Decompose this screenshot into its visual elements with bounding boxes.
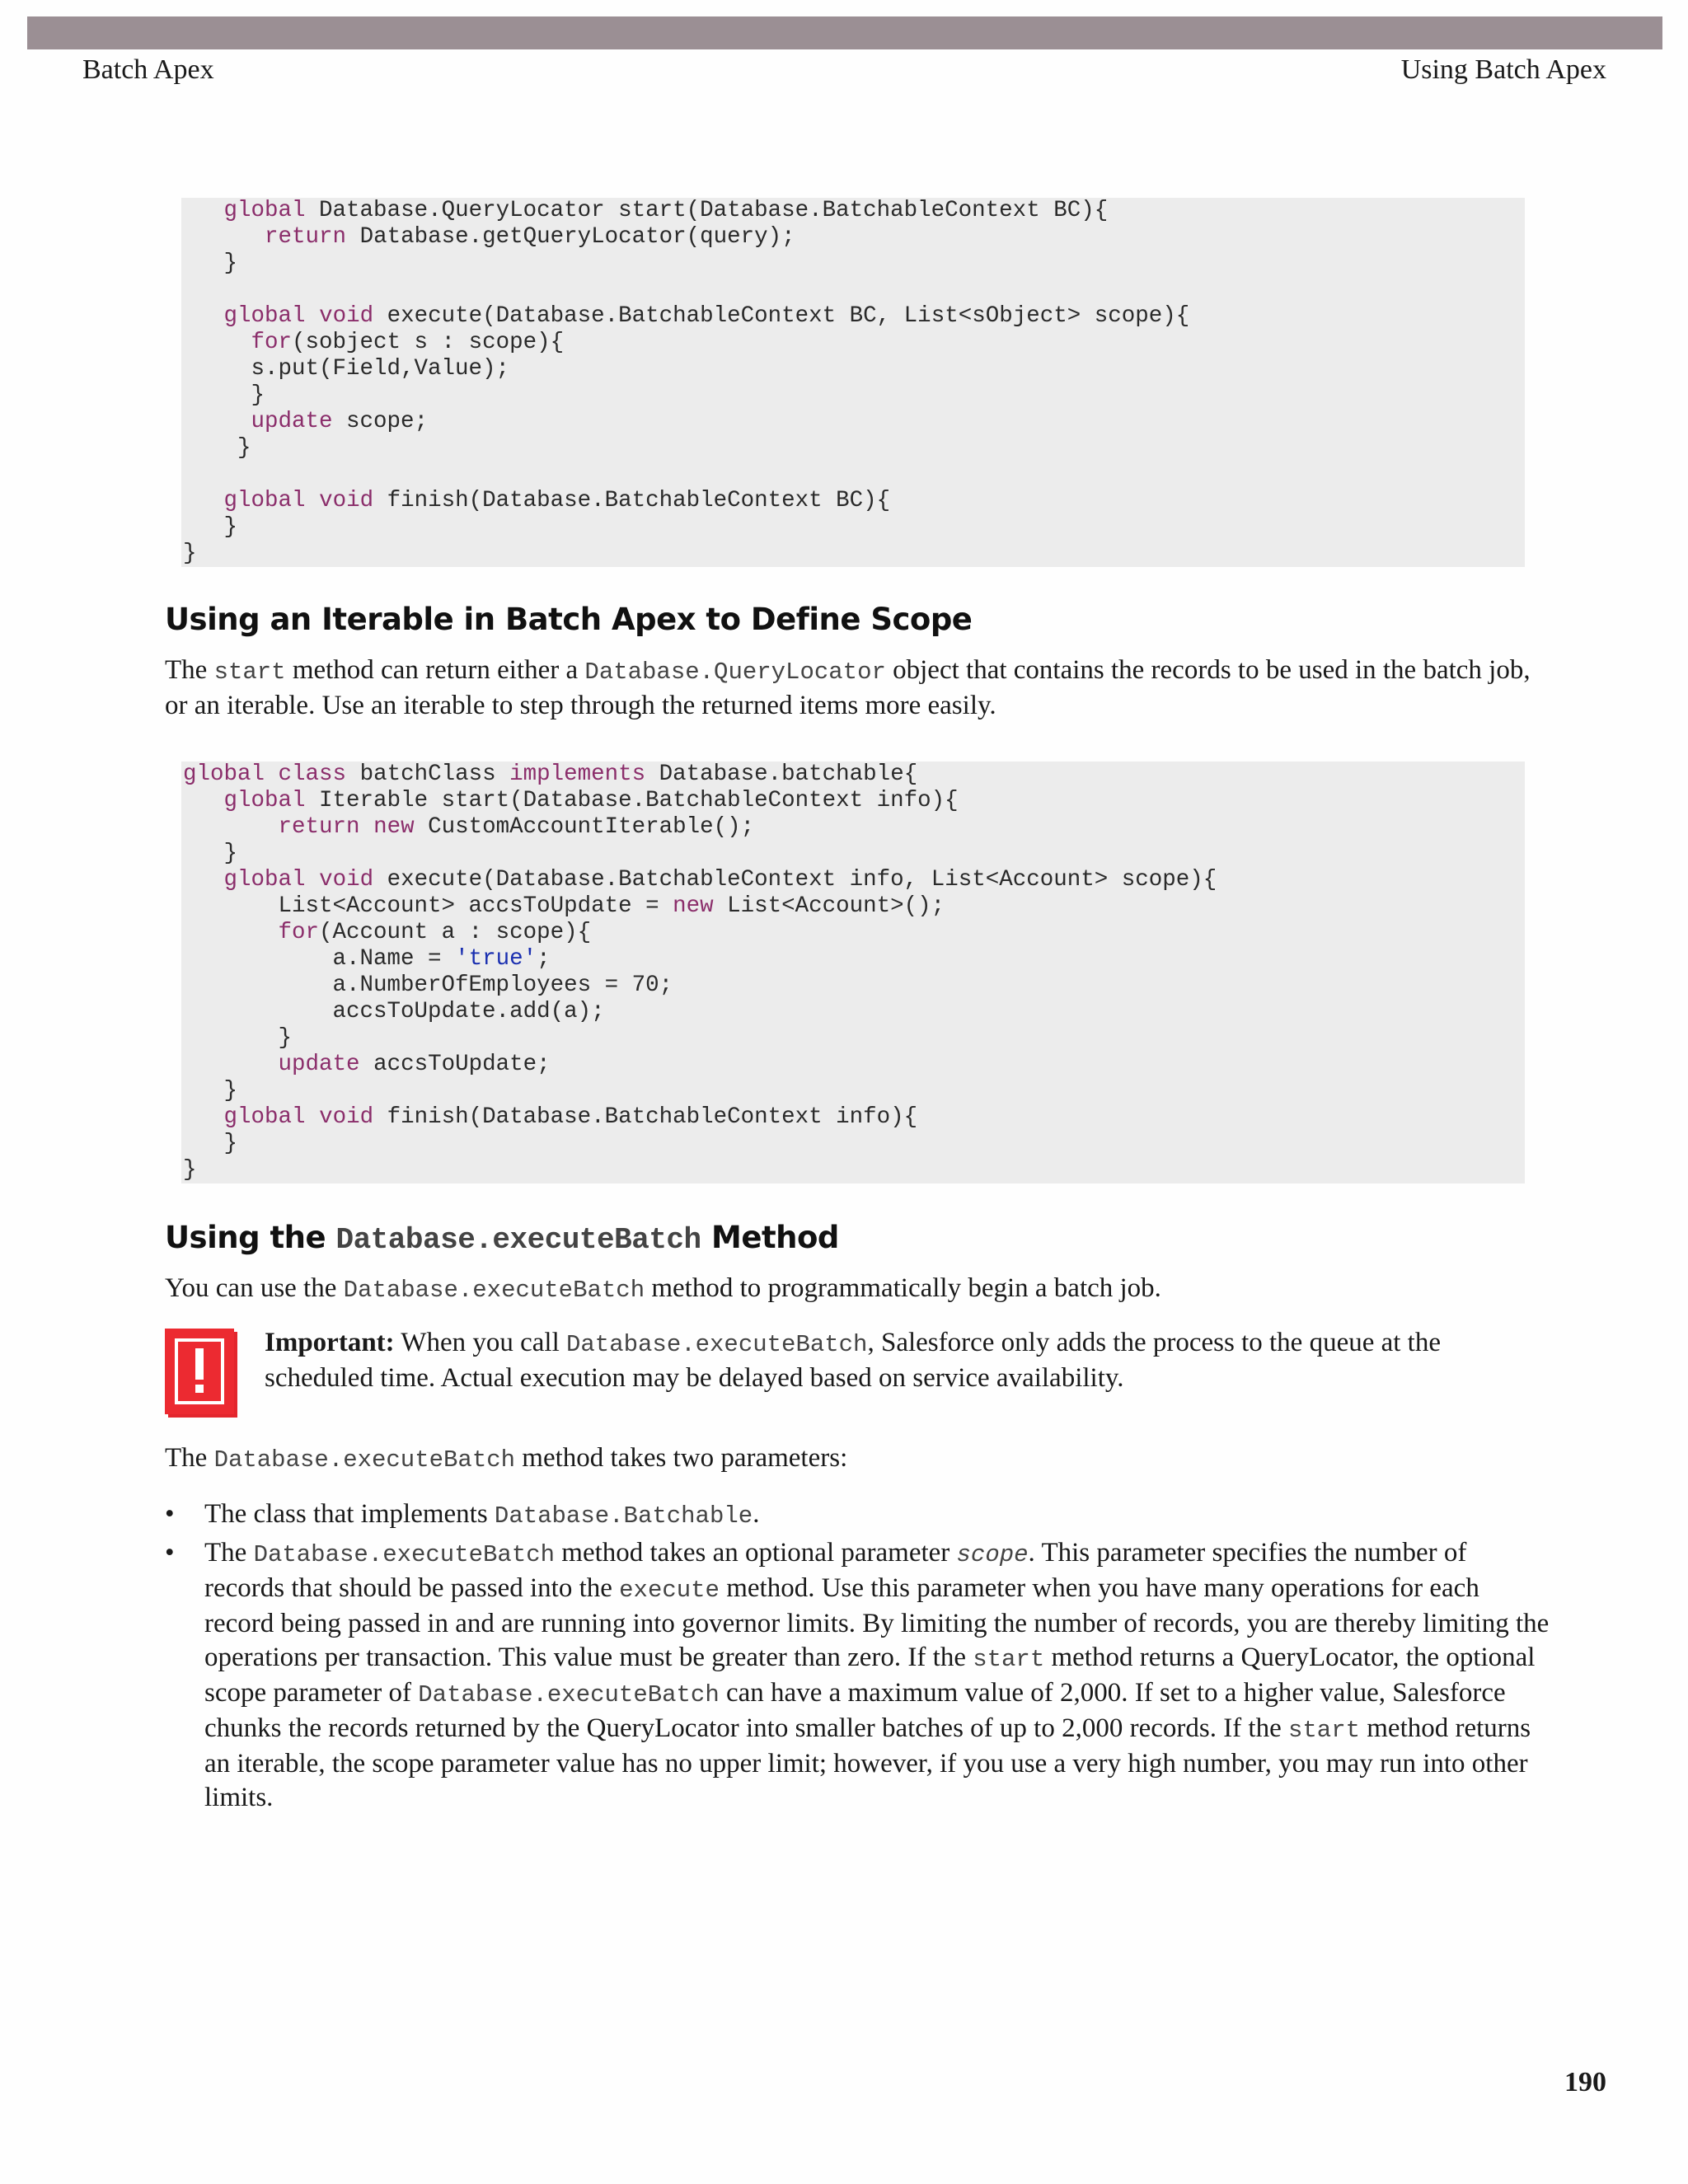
bullet: • (165, 1499, 175, 1529)
text-run: . This parameter specifies the number of records that should be passed into the (204, 1538, 1467, 1603)
inline-code: Database.Batchable (494, 1502, 753, 1530)
text-run: method. Use this parameter when you have many operations for each record being passed in and are running into governor limits. By limiting the number of records, you are thereby limiting the operations per transaction. This value must be greater than zero. If the (204, 1573, 1550, 1672)
text-run: You can use the (165, 1273, 344, 1303)
text-run: method to programmatically begin a batch job. (645, 1273, 1161, 1303)
code-line: a.NumberOfEmployees = 70; (183, 972, 673, 998)
inline-code: Database.executeBatch (343, 1277, 645, 1304)
code-block-start-execute-finish (181, 198, 1525, 567)
running-header-left: Batch Apex (82, 54, 214, 85)
code-line: } (183, 841, 238, 866)
inline-code: start (213, 658, 286, 686)
code-line: global void execute(Database.BatchableContext BC, List<sObject> scope){ (223, 303, 1190, 329)
code-line: } (183, 1131, 238, 1156)
code-line: global void execute(Database.BatchableContext info, List<Account> scope){ (223, 867, 1217, 893)
iterable-paragraph (165, 654, 1550, 723)
code-line: update accsToUpdate; (278, 1052, 551, 1077)
important-note (265, 1326, 1550, 1395)
text-run: , Salesforce only adds the process to the queue at the scheduled time. Actual execution may be delayed based on service availability. (265, 1328, 1441, 1393)
code-block-batch-class (181, 762, 1525, 1183)
text-run: method returns a QueryLocator, the optional scope parameter of (204, 1643, 1536, 1708)
code-line: } (183, 514, 238, 540)
text-run: The (165, 655, 214, 685)
inline-code: Database.QueryLocator (584, 658, 886, 686)
parameters-intro (165, 1441, 1550, 1477)
code-line: } (183, 1025, 293, 1051)
important-label: Important: (265, 1328, 395, 1357)
inline-code: Database.executeBatch (213, 1446, 516, 1474)
list-item (165, 1497, 1550, 1533)
header-bar (27, 16, 1662, 49)
code-line: global Iterable start(Database.BatchableContext info){ (223, 788, 959, 813)
page-number: 190 (1564, 2067, 1606, 2097)
heading-prefix: Using the (165, 1220, 336, 1255)
inline-code: start (973, 1646, 1045, 1673)
code-line: s.put(Field,Value); (183, 356, 510, 382)
text-run: method takes an optional parameter (555, 1538, 957, 1568)
code-line: global void finish(Database.BatchableContext info){ (223, 1104, 918, 1130)
section-heading-iterable: Using an Iterable in Batch Apex to Define Scope (165, 602, 973, 637)
parameter-name: scope (956, 1541, 1029, 1568)
code-line: } (183, 1078, 238, 1104)
code-line: for(sobject s : scope){ (251, 330, 565, 355)
text-run: . (753, 1499, 760, 1529)
inline-code: start (1288, 1717, 1361, 1744)
inline-code: Database.executeBatch (418, 1681, 720, 1708)
section-heading-executebatch (165, 1220, 839, 1257)
bullet: • (165, 1538, 175, 1568)
code-line: return new CustomAccountIterable(); (278, 814, 755, 840)
text-run: The (165, 1443, 214, 1473)
code-line: } (183, 1157, 197, 1183)
text-run: method returns an iterable, the scope parameter value has no upper limit; however, if you use a very high number, you may run into other limits. (204, 1713, 1531, 1812)
warning-icon (165, 1327, 241, 1421)
code-line: return Database.getQueryLocator(query); (265, 224, 795, 250)
text-run: can have a maximum value of 2,000. If set to a higher value, Salesforce chunks the records returned by the QueryLocator into smaller batches of up to 2,000 records. If the (204, 1678, 1506, 1743)
code-line: global Database.QueryLocator start(Database.BatchableContext BC){ (223, 198, 1109, 223)
code-line: } (183, 382, 265, 408)
inline-code: execute (619, 1577, 720, 1604)
important-text (265, 1328, 1441, 1393)
list-item (165, 1536, 1550, 1815)
heading-code: Database.executeBatch (335, 1223, 701, 1257)
inline-code: Database.executeBatch (566, 1331, 868, 1358)
code-line: global class batchClass implements Database.batchable{ (183, 762, 918, 787)
code-line: accsToUpdate.add(a); (183, 999, 605, 1024)
code-line: List<Account> accsToUpdate = new List<Account>(); (183, 893, 945, 919)
code-line (183, 277, 1525, 303)
code-line: } (183, 435, 251, 461)
code-line: } (183, 251, 238, 276)
text-run: method takes two parameters: (515, 1443, 848, 1473)
code-line: } (183, 541, 197, 566)
running-header-right: Using Batch Apex (1400, 54, 1606, 85)
code-line: global void finish(Database.BatchableContext BC){ (223, 488, 891, 513)
code-line: update scope; (251, 409, 429, 434)
text-run: The class that implements (204, 1499, 495, 1529)
inline-code: Database.executeBatch (253, 1541, 556, 1568)
heading-suffix: Method (701, 1220, 839, 1255)
text-run: When you call (394, 1328, 566, 1357)
code-line (183, 462, 1525, 488)
executebatch-paragraph (165, 1272, 1550, 1307)
code-line: for(Account a : scope){ (278, 920, 592, 945)
text-run: The (204, 1538, 254, 1568)
code-line: a.Name = 'true'; (183, 946, 551, 972)
text-run: object that contains the records to be used in the batch job, or an iterable. Use an iterable to step through the returned items more easily. (165, 655, 1531, 720)
text-run: method can return either a (285, 655, 585, 685)
parameters-list (165, 1497, 1550, 1818)
